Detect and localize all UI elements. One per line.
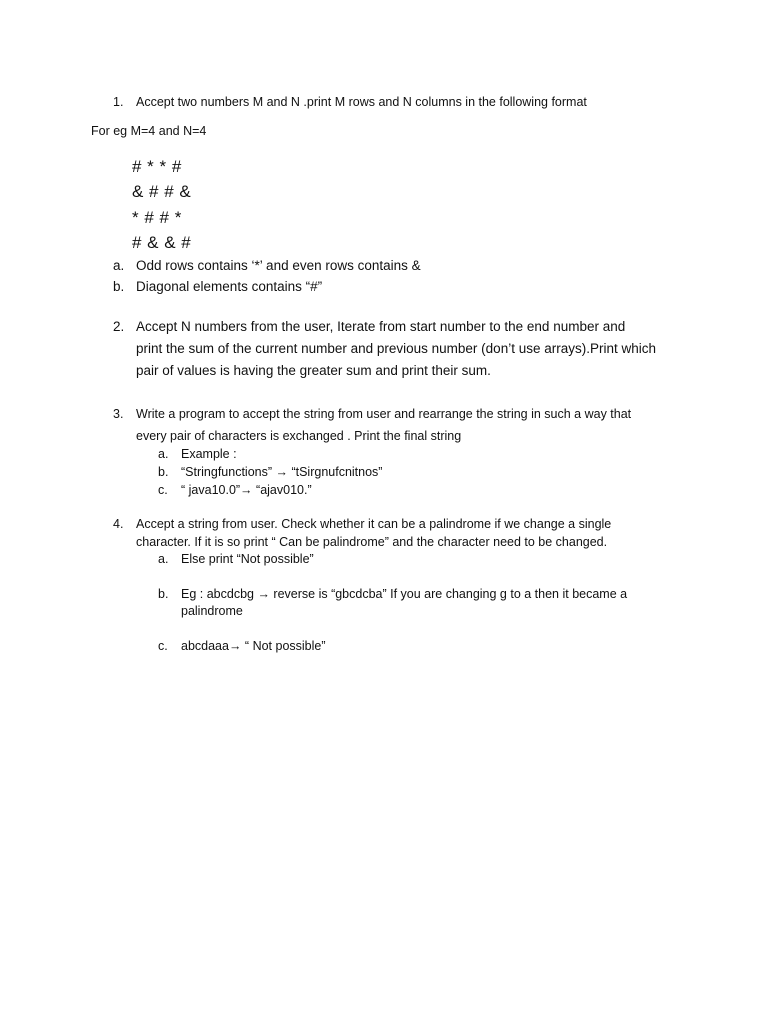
- pattern-row-2: & # # &: [132, 182, 192, 201]
- q3-item-b-text: “Stringfunctions” → “tSirgnufcnitnos”: [181, 465, 383, 479]
- q4-item-a-text: Else print “Not possible”: [181, 552, 314, 566]
- q4-number: 4.: [113, 517, 124, 531]
- q2-line-3: pair of values is having the greater sum and print their sum.: [136, 363, 491, 378]
- q3-line-1: Write a program to accept the string from user and rearrange the string in such a way that: [136, 407, 632, 421]
- q4-line-2: character. If it is so print “ Can be palindrome” and the character need to be changed.: [136, 535, 608, 549]
- q2-number: 2.: [113, 319, 125, 334]
- q4-item-b-continuation: palindrome: [181, 604, 243, 618]
- q3-item-b-label: b.: [158, 465, 169, 479]
- q4-item-b-label: b.: [158, 587, 169, 601]
- pattern-row-4: # & & #: [132, 233, 192, 252]
- q1-note-a-label: a.: [113, 258, 125, 273]
- q2-line-2: print the sum of the current number and previous number (don’t use arrays).Print which: [136, 341, 656, 356]
- q1-example: For eg M=4 and N=4: [91, 124, 207, 138]
- q3-item-a-text: Example :: [181, 447, 237, 461]
- q4-item-c-text: abcdaaa→ “ Not possible”: [181, 639, 326, 653]
- q3-line-2: every pair of characters is exchanged . Print the final string: [136, 429, 462, 443]
- q1-note-a-text: Odd rows contains ‘*’ and even rows contains &: [136, 258, 421, 273]
- q1-note-b-text: Diagonal elements contains “#”: [136, 279, 323, 294]
- q1-number: 1.: [113, 95, 124, 109]
- q3-item-a-label: a.: [158, 447, 169, 461]
- q3-number: 3.: [113, 407, 124, 421]
- q3-item-c-text: “ java10.0”→ “ajav010.”: [181, 483, 312, 497]
- q1-text: Accept two numbers M and N .print M rows and N columns in the following format: [136, 95, 587, 109]
- q4-item-c-label: c.: [158, 639, 168, 653]
- pattern-row-1: # * * #: [132, 157, 182, 176]
- q4-item-a-label: a.: [158, 552, 169, 566]
- q2-line-1: Accept N numbers from the user, Iterate from start number to the end number and: [136, 319, 626, 334]
- q4-line-1: Accept a string from user. Check whether it can be a palindrome if we change a single: [136, 517, 612, 531]
- q1-note-b-label: b.: [113, 279, 125, 294]
- pattern-row-3: * # # *: [132, 208, 182, 227]
- q4-item-b-text: Eg : abcdcbg → reverse is “gbcdcba” If you are changing g to a then it became a: [181, 587, 628, 601]
- q3-item-c-label: c.: [158, 483, 168, 497]
